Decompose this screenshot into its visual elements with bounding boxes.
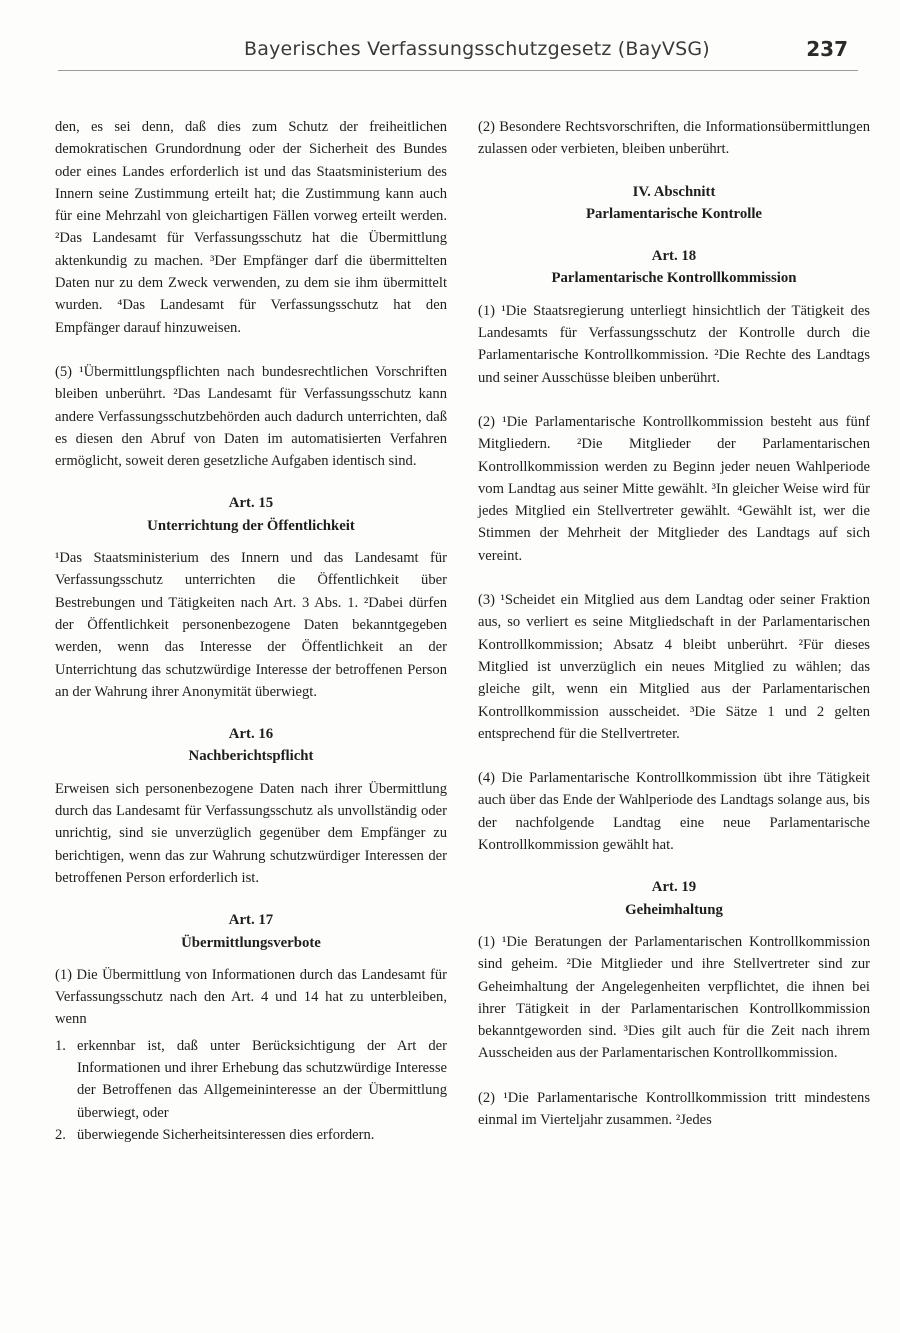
list-item-text: erkennbar ist, daß unter Berücksichtigung der Art der Informationen und ihrer Erhebung das schutzwürdige Interesse der Betroffenen das Allgemeininteresse an der Übermittlung überwiegt, oder bbox=[77, 1037, 447, 1121]
article-number: Art. 19 bbox=[651, 879, 697, 896]
list-item bbox=[55, 1035, 447, 1124]
paragraph-art18-1: (1) ¹Die Staatsregierung unterliegt hinsichtlich der Tätigkeit des Landesamts für Verfassungsschutz der Kontrolle durch die Parlamentarische Kontrollkommission. ²Die Rechte des Landtags und seiner Ausschüsse bleiben unberührt. bbox=[478, 302, 870, 386]
art15-heading bbox=[55, 492, 447, 537]
art17-list bbox=[55, 1035, 447, 1146]
page-number: 237 bbox=[806, 37, 848, 61]
art19-heading bbox=[478, 876, 870, 921]
article-title: Parlamentarische Kontrollkommission bbox=[551, 270, 797, 287]
left-column bbox=[55, 116, 447, 1146]
section-number: IV. Abschnitt bbox=[632, 183, 716, 200]
article-number: Art. 16 bbox=[228, 726, 274, 743]
article-number: Art. 17 bbox=[228, 912, 274, 929]
article-number: Art. 18 bbox=[651, 248, 697, 265]
paragraph-art15: ¹Das Staatsministerium des Innern und das Landesamt für Verfassungsschutz unterrichten die Öffentlichkeit über Bestrebungen und Tätigkeiten nach Art. 3 Abs. 1. ²Dabei dürfen der Öffentlichkeit personenbezogene Daten bekanntgegeben werden, wenn das Interesse der Öffentlichkeit an der Unterrichtung das schutzwürdige Interesse der betroffenen Person an der Wahrung ihrer Anonymität überwiegt. bbox=[55, 550, 447, 700]
page-header bbox=[0, 0, 900, 80]
paragraph-art14-5: (5) ¹Übermittlungspflichten nach bundesrechtlichen Vorschriften bleiben unberührt. ²Das Landesamt für Verfassungsschutz kann andere Verfassungsschutzbehörden auch dadurch unterrichten, daß es diesen den Abruf von Daten im automatisierten Verfahren ermöglicht, soweit deren gesetzliche Aufgaben identisch sind. bbox=[55, 363, 447, 470]
article-title: Nachberichtspflicht bbox=[188, 748, 314, 765]
paragraph-art19-1: (1) ¹Die Beratungen der Parlamentarischen Kontrollkommission sind geheim. ²Die Mitglieder und ihre Stellvertreter sind zur Geheimhaltung der Angelegenheiten verpflichtet, die ihnen bei ihrer Tätigkeit in der Parlamentarischen Kontrollkommission bekanntgeworden sind. ³Dies gilt auch für die Zeit nach ihrem Ausscheiden aus der Parlamentarischen Kontrollkommission. bbox=[478, 933, 870, 1062]
paragraph-art18-4: (4) Die Parlamentarische Kontrollkommission übt ihre Tätigkeit auch über das Ende der Wahlperiode des Landtags solange aus, bis der nachfolgende Landtag eine neue Parlamentarische Kontrollkommission gewählt hat. bbox=[478, 770, 870, 854]
paragraph-art17-1: (1) Die Übermittlung von Informationen durch das Landesamt für Verfassungsschutz nach den Art. 4 und 14 hat zu unterbleiben, wenn bbox=[55, 966, 447, 1028]
header-divider bbox=[58, 70, 858, 71]
list-item bbox=[55, 1124, 447, 1146]
paragraph-art18-2: (2) ¹Die Parlamentarische Kontrollkommission besteht aus fünf Mitgliedern. ²Die Mitglieder der Parlamentarischen Kontrollkommission werden zu Beginn jeder neuen Wahlperiode vom Landtag aus seiner Mitte gewählt. ³In gleicher Weise wird für jedes Mitglied ein Stellvertreter gewählt. ⁴Gewählt ist, wer die Stimmen der Mehrheit der Mitglieder des Landtags auf sich vereint. bbox=[478, 413, 870, 564]
article-title: Geheimhaltung bbox=[625, 901, 723, 918]
right-column bbox=[478, 116, 870, 1153]
article-title: Unterrichtung der Öffentlichkeit bbox=[147, 517, 355, 534]
running-title: Bayerisches Verfassungsschutzgesetz (BayVSG) bbox=[244, 38, 710, 60]
list-item-text: überwiegende Sicherheitsinteressen dies erfordern. bbox=[77, 1126, 375, 1143]
paragraph-art16: Erweisen sich personenbezogene Daten nach ihrer Übermittlung durch das Landesamt für Verfassungsschutz als unvollständig oder unrichtig, sind sie unverzüglich gegenüber dem Empfänger zu berichtigen, wenn das zur Wahrung schutzwürdiger Interessen der betroffenen Person erforderlich ist. bbox=[55, 780, 447, 886]
section-heading bbox=[478, 181, 870, 226]
paragraph-continuation: den, es sei denn, daß dies zum Schutz der freiheitlichen demokratischen Grundordnung oder der Sicherheit des Bundes oder eines Landes erforderlich ist und das Staatsministerium des Innern seine Zustimmung erteilt hat; die Zustimmung kann auch für eine Mehrzahl von gleichartigen Fällen vorweg erteilt werden. ²Das Landesamt für Verfassungsschutz hat die Übermittlung aktenkundig zu machen. ³Der Empfänger darf die übermittelten Daten nur zu dem Zweck verwenden, zu dem sie ihm übermittelt wurden. ⁴Das Landesamt für Verfassungsschutz hat den Empfänger darauf hinzuweisen. bbox=[55, 119, 447, 336]
art16-heading bbox=[55, 723, 447, 768]
article-title: Übermittlungsverbote bbox=[181, 934, 321, 951]
list-item-number: 1. bbox=[55, 1037, 66, 1054]
art17-heading bbox=[55, 909, 447, 954]
section-title: Parlamentarische Kontrolle bbox=[585, 205, 763, 222]
article-number: Art. 15 bbox=[228, 495, 274, 512]
paragraph-art17-2: (2) Besondere Rechtsvorschriften, die Informationsübermittlungen zulassen oder verbieten, bleiben unberührt. bbox=[478, 119, 870, 158]
paragraph-art18-3: (3) ¹Scheidet ein Mitglied aus dem Landtag oder seiner Fraktion aus, so verliert es seine Mitgliedschaft in der Parlamentarischen Kontrollkommission; Absatz 4 bleibt unberührt. ²Für dieses Mitglied ist unverzüglich ein neues Mitglied zu wählen; das gleiche gilt, wenn ein Mitglied aus der Parlamentarischen Kontrollkommission ausscheidet. ³Die Sätze 1 und 2 gelten entsprechend für die Stellvertreter. bbox=[478, 592, 870, 742]
paragraph-art19-2: (2) ¹Die Parlamentarische Kontrollkommission tritt mindestens einmal im Vierteljahr zusammen. ²Jedes bbox=[478, 1089, 870, 1128]
art18-heading bbox=[478, 245, 870, 290]
list-item-number: 2. bbox=[55, 1126, 66, 1143]
